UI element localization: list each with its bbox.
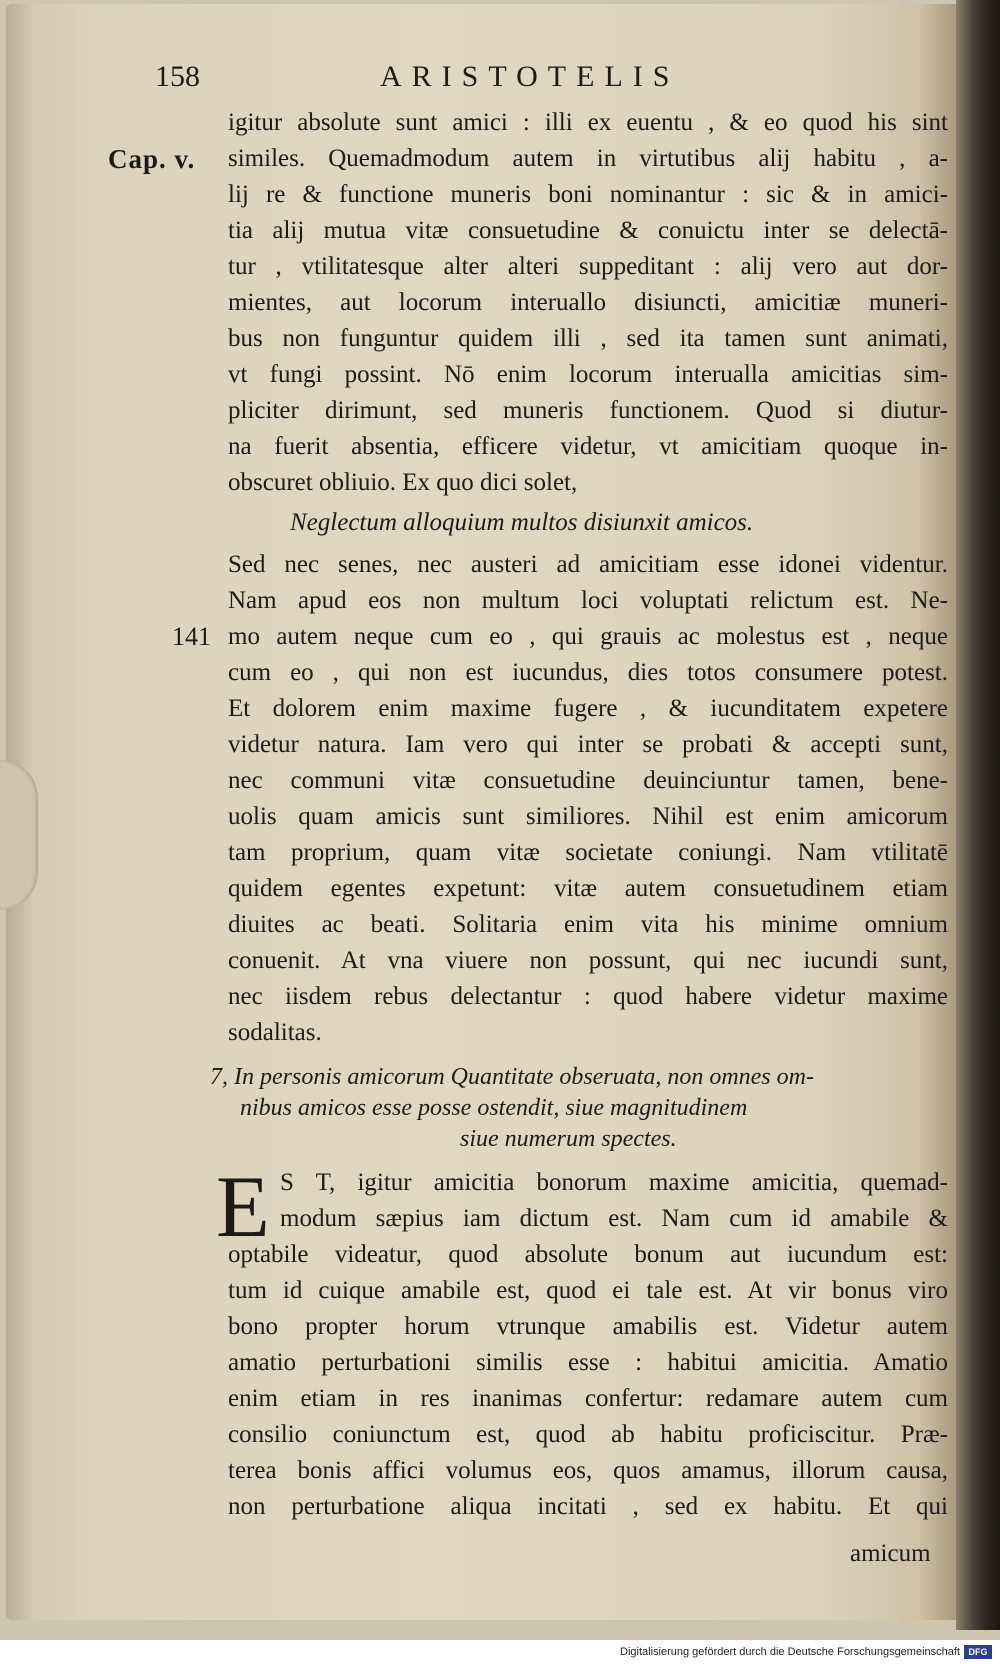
margin-number: 141 — [172, 622, 211, 651]
text-line: obscuret obliuio. Ex quo dici solet, — [228, 469, 578, 496]
page-tab-edge — [0, 760, 38, 910]
drop-cap: E — [216, 1159, 270, 1256]
text-line: conuenit. At vna viuere non possunt, qui nec iucundi sunt, — [228, 947, 948, 974]
text-line: similes. Quemadmodum autem in virtutibus alij habitu , a- — [228, 145, 948, 172]
text-line: tur , vtilitatesque alter alteri suppeditant : alij vero aut dor- — [228, 253, 948, 280]
text-line: S T, igitur amicitia bonorum maxime amicitia, quemad- — [280, 1169, 948, 1196]
text-line: mo autem neque cum eo , qui grauis ac molestus est , neque — [228, 623, 948, 650]
footer-credit: Digitalisierung gefördert durch die Deutsche Forschungsgemeinschaft — [620, 1646, 960, 1658]
text-line: bono propter horum vtrunque amabilis est. Videtur autem — [228, 1313, 948, 1340]
text-line: mientes, aut locorum interuallo disiuncti, amicitiæ muneri- — [228, 289, 948, 316]
text-line: uolis quam amicis sunt similiores. Nihil est enim amicorum — [228, 803, 948, 830]
text-line: optabile videatur, quod absolute bonum aut iucundum est: — [228, 1241, 948, 1268]
text-line: quidem egentes expetunt: vitæ autem consuetudinem etiam — [228, 875, 948, 902]
text-line: tia alij mutua vitæ consuetudine & conuictu inter se delectā- — [228, 217, 948, 244]
text-line: igitur absolute sunt amici : illi ex euentu , & eo quod his sint — [228, 109, 948, 136]
text-line: na fuerit absentia, efficere videtur, vt amicitiam quoque in- — [228, 433, 948, 460]
running-head: ARISTOTELIS — [380, 60, 680, 93]
verse-line: Neglectum alloquium multos disiunxit amicos. — [290, 509, 754, 536]
text-line: nec iisdem rebus delectantur : quod habere videtur maxime — [228, 983, 948, 1010]
text-line: Sed nec senes, nec austeri ad amicitiam esse idonei videntur. — [228, 551, 948, 578]
text-line: terea bonis affici volumus eos, quos amamus, illorum causa, — [228, 1457, 948, 1484]
text-line: vt fungi possint. Nō enim locorum interualla amicitias sim- — [228, 361, 948, 388]
text-line: nec communi vitæ consuetudine deuinciuntur tamen, bene- — [228, 767, 948, 794]
book-gutter — [956, 0, 1000, 1630]
summary-line: 7, In personis amicorum Quantitate obseruata, non omnes om- — [210, 1064, 814, 1090]
text-line: enim etiam in res inanimas confertur: redamare autem cum — [228, 1385, 948, 1412]
text-line: consilio coniunctum est, quod ab habitu proficiscitur. Præ- — [228, 1421, 948, 1448]
folio-number: 158 — [155, 60, 200, 93]
text-line: sodalitas. — [228, 1019, 322, 1046]
summary-line: siue numerum spectes. — [460, 1126, 677, 1152]
text-line: modum sæpius iam dictum est. Nam cum id amabile & — [280, 1205, 948, 1232]
summary-line: nibus amicos esse posse ostendit, siue magnitudinem — [240, 1095, 748, 1121]
chapter-label: Cap. v. — [108, 144, 196, 174]
text-line: diuites ac beati. Solitaria enim vita his minime omnium — [228, 911, 948, 938]
text-line: videtur natura. Iam vero qui inter se probati & accepti sunt, — [228, 731, 948, 758]
text-line: tam proprium, quam vitæ societate coniungi. Nam vtilitatē — [228, 839, 948, 866]
text-line: pliciter dirimunt, sed muneris functionem. Quod si diutur- — [228, 397, 948, 424]
chapter-summary — [210, 1062, 950, 1155]
dfg-logo[interactable]: DFG — [964, 1645, 992, 1659]
text-line: non perturbatione aliqua incitati , sed ex habitu. Et qui — [228, 1493, 948, 1520]
catchword: amicum — [850, 1540, 931, 1567]
text-line: amatio perturbationi similis esse : habitui amicitia. Amatio — [228, 1349, 948, 1376]
text-line: Nam apud eos non multum loci voluptati relictum est. Ne- — [228, 587, 948, 614]
text-line: Et dolorem enim maxime fugere , & iucunditatem expetere — [228, 695, 948, 722]
text-line: bus non funguntur quidem illi , sed ita tamen sunt animati, — [228, 325, 948, 352]
text-line: lij re & functione muneris boni nominantur : sic & in amici- — [228, 181, 948, 208]
text-line: tum id cuique amabile est, quod ei tale est. At vir bonus viro — [228, 1277, 948, 1304]
text-line: cum eo , qui non est iucundus, dies totos consumere potest. — [228, 659, 948, 686]
